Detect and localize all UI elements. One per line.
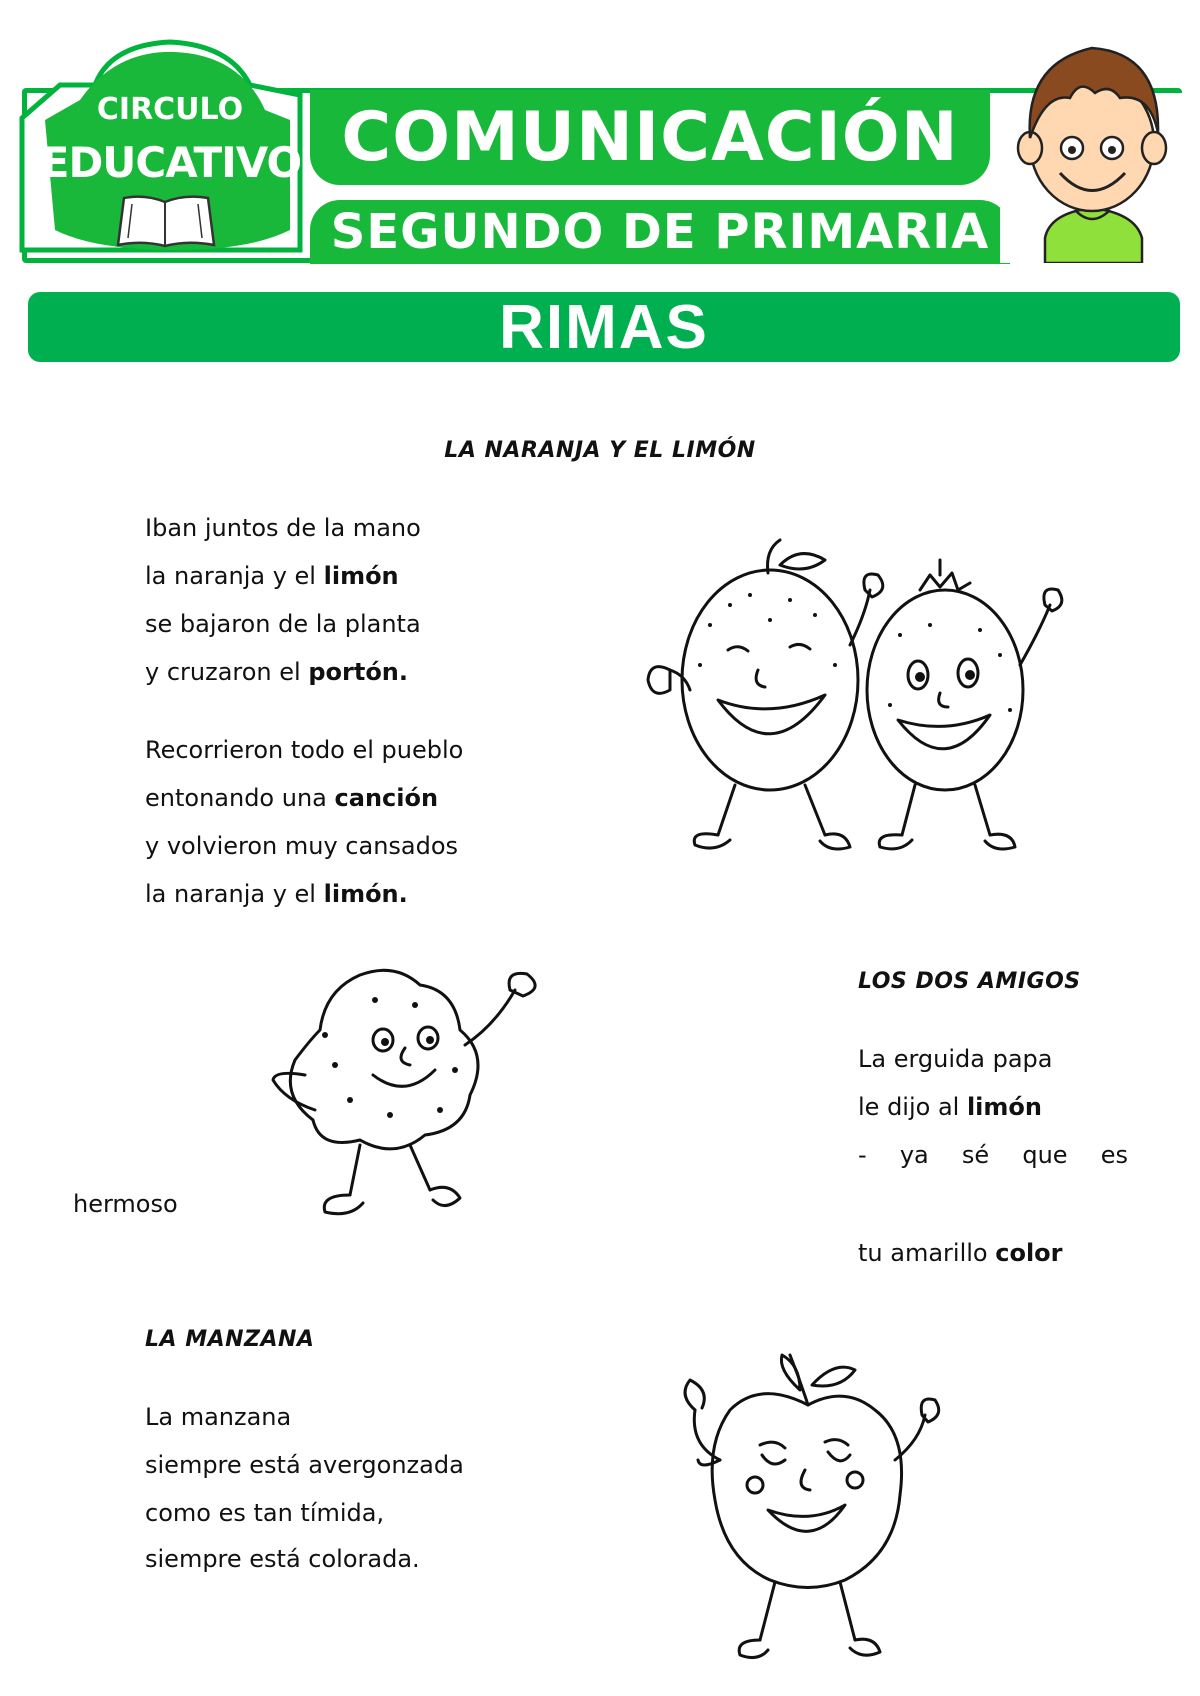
rhyme-word: portón. [308, 658, 409, 686]
rhyme-word: limón. [323, 880, 408, 908]
poem2-line: le dijo al limón [858, 1093, 1042, 1121]
poem3-line: siempre está avergonzada [145, 1451, 464, 1479]
logo-line1: CIRCULO [96, 92, 244, 127]
poem1-line: Recorrieron todo el pueblo [145, 736, 464, 764]
poem1-line: y volvieron muy cansados [145, 832, 459, 860]
poem1-line: y cruzaron el portón. [145, 658, 409, 686]
rhyme-word: limón [966, 1093, 1042, 1121]
poem2-line: tu amarillo color [858, 1239, 1063, 1267]
header-title: COMUNICACIÓN [341, 98, 959, 177]
header-subtitle: SEGUNDO DE PRIMARIA [330, 204, 990, 260]
poem1-line: la naranja y el limón [145, 562, 399, 590]
poem2-line: hermoso [73, 1190, 178, 1218]
poem1-line: entonando una canción [145, 784, 439, 812]
orange-lemon-illustration-icon [640, 535, 1080, 865]
rhyme-word: color [995, 1239, 1063, 1267]
rhyme-word: limón [323, 562, 399, 590]
logo-line2: EDUCATIVO [40, 138, 302, 187]
poem1-title: LA NARANJA Y EL LIMÓN [444, 438, 756, 463]
poem1-line: la naranja y el limón. [145, 880, 408, 908]
poem3-line: La manzana [145, 1403, 292, 1431]
apple-illustration-icon [650, 1350, 970, 1690]
boy-mascot-icon [1000, 38, 1185, 263]
poem3-title: LA MANZANA [145, 1327, 315, 1352]
poem1-line: Iban juntos de la mano [145, 514, 421, 542]
poem2-line: La erguida papa [858, 1045, 1053, 1073]
poem2-title: LOS DOS AMIGOS [858, 969, 1081, 994]
book-icon [110, 190, 220, 252]
page-title: RIMAS [499, 292, 709, 362]
rhyme-word: canción [334, 784, 439, 812]
poem3-line: como es tan tímida, [145, 1499, 385, 1527]
poem1-line: se bajaron de la planta [145, 610, 421, 638]
poem2-line: - ya sé que es [858, 1141, 1128, 1169]
poem3-line: siempre está colorada. [145, 1545, 420, 1573]
potato-illustration-icon [265, 960, 595, 1240]
